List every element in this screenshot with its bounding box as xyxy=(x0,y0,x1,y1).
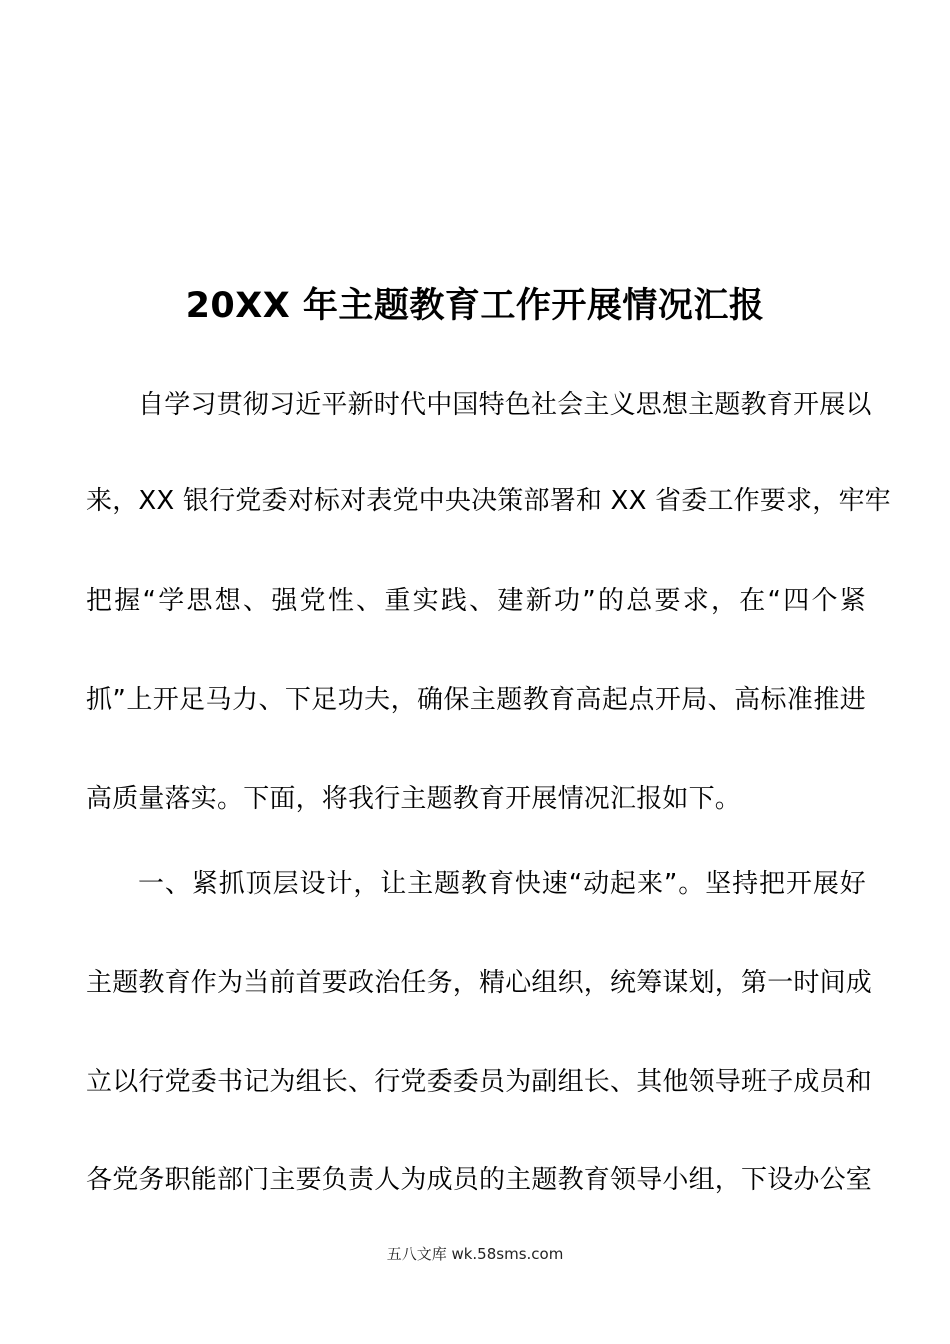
paragraph-1-line-5: 高质量落实。下面，将我行主题教育开展情况汇报如下。 xyxy=(86,784,742,814)
paragraph-1-line-3: 把握“学思想、强党性、重实践、建新功”的总要求，在“四个紧 xyxy=(86,586,866,616)
paragraph-2-line-3: 立以行党委书记为组长、行党委委员为副组长、其他领导班子成员和 xyxy=(86,1067,873,1097)
paragraph-2-line-4: 各党务职能部门主要负责人为成员的主题教育领导小组，下设办公室 xyxy=(86,1165,873,1195)
paragraph-1-line-2: 来，XX 银行党委对标对表党中央决策部署和 XX 省委工作要求，牢牢 xyxy=(86,486,891,516)
paragraph-1-line-4: 抓”上开足马力、下足功夫，确保主题教育高起点开局、高标准推进 xyxy=(86,685,866,715)
paragraph-2-line-1: 一、紧抓顶层设计，让主题教育快速“动起来”。坚持把开展好 xyxy=(138,869,866,899)
document-title: 20XX 年主题教育工作开展情况汇报 xyxy=(185,286,765,326)
paragraph-2-line-2: 主题教育作为当前首要政治任务，精心组织，统筹谋划，第一时间成 xyxy=(86,968,873,998)
footer-watermark: 五八文库 wk.58sms.com xyxy=(386,1245,564,1263)
paragraph-1-line-1: 自学习贯彻习近平新时代中国特色社会主义思想主题教育开展以 xyxy=(138,390,872,420)
